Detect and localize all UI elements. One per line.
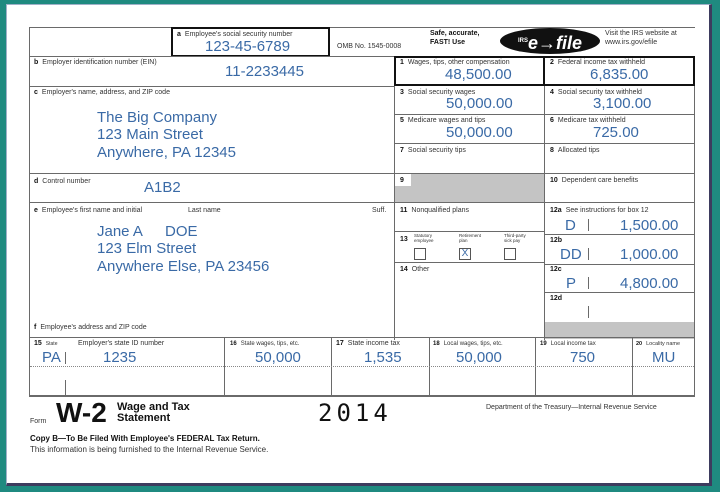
irs-url[interactable]: www.irs.gov/efile xyxy=(605,39,658,46)
rule xyxy=(29,173,695,174)
local-wages-field[interactable]: 50,000 xyxy=(456,349,502,366)
rule xyxy=(29,27,30,396)
box-8-label: 8 Allocated tips xyxy=(550,147,600,154)
federal-tax-field[interactable]: 6,835.00 xyxy=(590,66,649,83)
box-9-shaded xyxy=(395,174,544,202)
state-field[interactable]: PA xyxy=(42,349,61,366)
safe-accurate-text: Safe, accurate, xyxy=(430,30,480,37)
state-id-field[interactable]: 1235 xyxy=(103,349,137,366)
box-12b-amount-field[interactable]: 1,000.00 xyxy=(620,246,679,263)
rule xyxy=(544,264,695,265)
employer-name-field[interactable]: The Big Company xyxy=(97,109,218,126)
employer-city-field[interactable]: Anywhere, PA 12345 xyxy=(97,144,236,161)
box-12d-label: 12d xyxy=(550,295,563,302)
form-prefix: Form xyxy=(30,418,47,425)
rule xyxy=(394,231,544,232)
locality-name-field[interactable]: MU xyxy=(652,349,676,366)
box-11-label: 11 Nonqualified plans xyxy=(400,207,470,214)
box-12a-amount-field[interactable]: 1,500.00 xyxy=(620,217,679,234)
box-16-label: 16 State wages, tips, etc. xyxy=(230,341,300,347)
rule xyxy=(544,56,545,340)
box-a-label: a Employee's social security number xyxy=(177,31,293,38)
last-name-label: Last name xyxy=(188,207,221,214)
form-title: Wage and Tax Statement xyxy=(117,401,190,424)
copy-b-text: Copy B—To Be Filed With Employee's FEDERAL Tax Return. xyxy=(30,434,260,443)
retirement-label: Retirement plan xyxy=(459,233,482,243)
sick-pay-label: Third-party sick pay xyxy=(504,233,526,243)
box-12c-label: 12c xyxy=(550,266,562,273)
ssn-field[interactable]: 123-45-6789 xyxy=(205,38,291,55)
box-6-label: 6 Medicare tax withheld xyxy=(550,117,626,124)
state-tax-field[interactable]: 1,535 xyxy=(364,349,402,366)
rule xyxy=(588,277,589,289)
box-5-label: 5 Medicare wages and tips xyxy=(400,117,486,124)
rule xyxy=(588,306,589,318)
third-party-sick-pay-checkbox[interactable] xyxy=(504,248,516,260)
box-10-label: 10 Dependent care benefits xyxy=(550,177,639,184)
box-12c-amount-field[interactable]: 4,800.00 xyxy=(620,275,679,292)
box-c-label: c Employer's name, address, and ZIP code xyxy=(34,89,170,96)
employee-street-field[interactable]: 123 Elm Street xyxy=(97,240,197,257)
medicare-tax-field[interactable]: 725.00 xyxy=(593,124,639,141)
state-wages-field[interactable]: 50,000 xyxy=(255,349,301,366)
ss-wages-field[interactable]: 50,000.00 xyxy=(446,95,513,112)
box-12b-label: 12b xyxy=(550,237,563,244)
form-name: W-2 xyxy=(56,397,107,428)
omb-number: OMB No. 1545-0008 xyxy=(337,43,402,50)
rule xyxy=(394,114,695,115)
box-e-label: e Employee's first name and initial xyxy=(34,207,143,214)
tax-year: 2014 xyxy=(318,399,392,427)
rule xyxy=(29,395,695,397)
employee-last-name-field[interactable]: DOE xyxy=(165,223,198,240)
box-1-label: 1 Wages, tips, other compensation xyxy=(400,59,510,66)
box-12a-code-field[interactable]: D xyxy=(565,217,576,234)
statutory-label: Statutory employee xyxy=(414,233,434,243)
suffix-label: Suff. xyxy=(372,207,387,214)
box-14-label: 14 Other xyxy=(400,266,430,273)
dotted-rule xyxy=(30,366,694,367)
box-9-label: 9 xyxy=(400,177,404,184)
box-2-label: 2 Federal income tax withheld xyxy=(550,59,646,66)
box-12c-code-field[interactable]: P xyxy=(566,275,577,292)
rule xyxy=(29,202,695,203)
box-3-label: 3 Social security wages xyxy=(400,89,476,96)
employer-street-field[interactable]: 123 Main Street xyxy=(97,126,203,143)
box-15-label: 15 State xyxy=(34,340,58,347)
rule xyxy=(394,143,695,144)
rule xyxy=(29,27,695,28)
ss-tax-field[interactable]: 3,100.00 xyxy=(593,95,652,112)
rule xyxy=(394,262,544,263)
box-12b-code-field[interactable]: DD xyxy=(560,246,582,263)
rule xyxy=(544,292,695,293)
wages-field[interactable]: 48,500.00 xyxy=(445,66,512,83)
box-13-label: 13 xyxy=(400,236,408,243)
state-id-label: Employer's state ID number xyxy=(78,340,165,347)
medicare-wages-field[interactable]: 50,000.00 xyxy=(446,124,513,141)
box-12a-label: 12a See instructions for box 12 xyxy=(550,207,649,214)
rule xyxy=(588,248,589,260)
control-number-field[interactable]: A1B2 xyxy=(144,179,181,196)
rule xyxy=(65,380,66,395)
retirement-plan-checkbox[interactable]: X xyxy=(459,248,471,260)
employee-first-name-field[interactable]: Jane A xyxy=(97,223,143,240)
box-19-label: 19 Local income tax xyxy=(540,341,596,347)
rule xyxy=(588,219,589,231)
irs-efile-logo-icon: $^{IRS}$e→file xyxy=(500,28,600,54)
box-20-label: 20 Locality name xyxy=(636,341,681,347)
employee-city-field[interactable]: Anywhere Else, PA 23456 xyxy=(97,258,270,275)
box-18-label: 18 Local wages, tips, etc. xyxy=(433,341,503,347)
statutory-employee-checkbox[interactable] xyxy=(414,248,426,260)
box-17-label: 17 State income tax xyxy=(336,340,400,347)
visit-irs-text: Visit the IRS website at xyxy=(605,30,677,37)
rule xyxy=(544,234,695,235)
local-tax-field[interactable]: 750 xyxy=(570,349,596,366)
ein-field[interactable]: 11-2233445 xyxy=(225,63,304,80)
rule xyxy=(65,352,66,364)
box-7-label: 7 Social security tips xyxy=(400,147,466,154)
rule xyxy=(29,337,695,338)
department-text: Department of the Treasury—Internal Revenue Service xyxy=(486,404,657,411)
furnished-text: This information is being furnished to the Internal Revenue Service. xyxy=(30,445,269,454)
box-4-label: 4 Social security tax withheld xyxy=(550,89,642,96)
box-d-label: d Control number xyxy=(34,178,91,185)
rule xyxy=(29,86,395,87)
box-b-label: b Employer identification number (EIN) xyxy=(34,59,157,66)
rule xyxy=(694,56,695,396)
fast-use-text: FAST! Use xyxy=(430,39,466,46)
box-f-label: f Employee's address and ZIP code xyxy=(34,324,147,331)
